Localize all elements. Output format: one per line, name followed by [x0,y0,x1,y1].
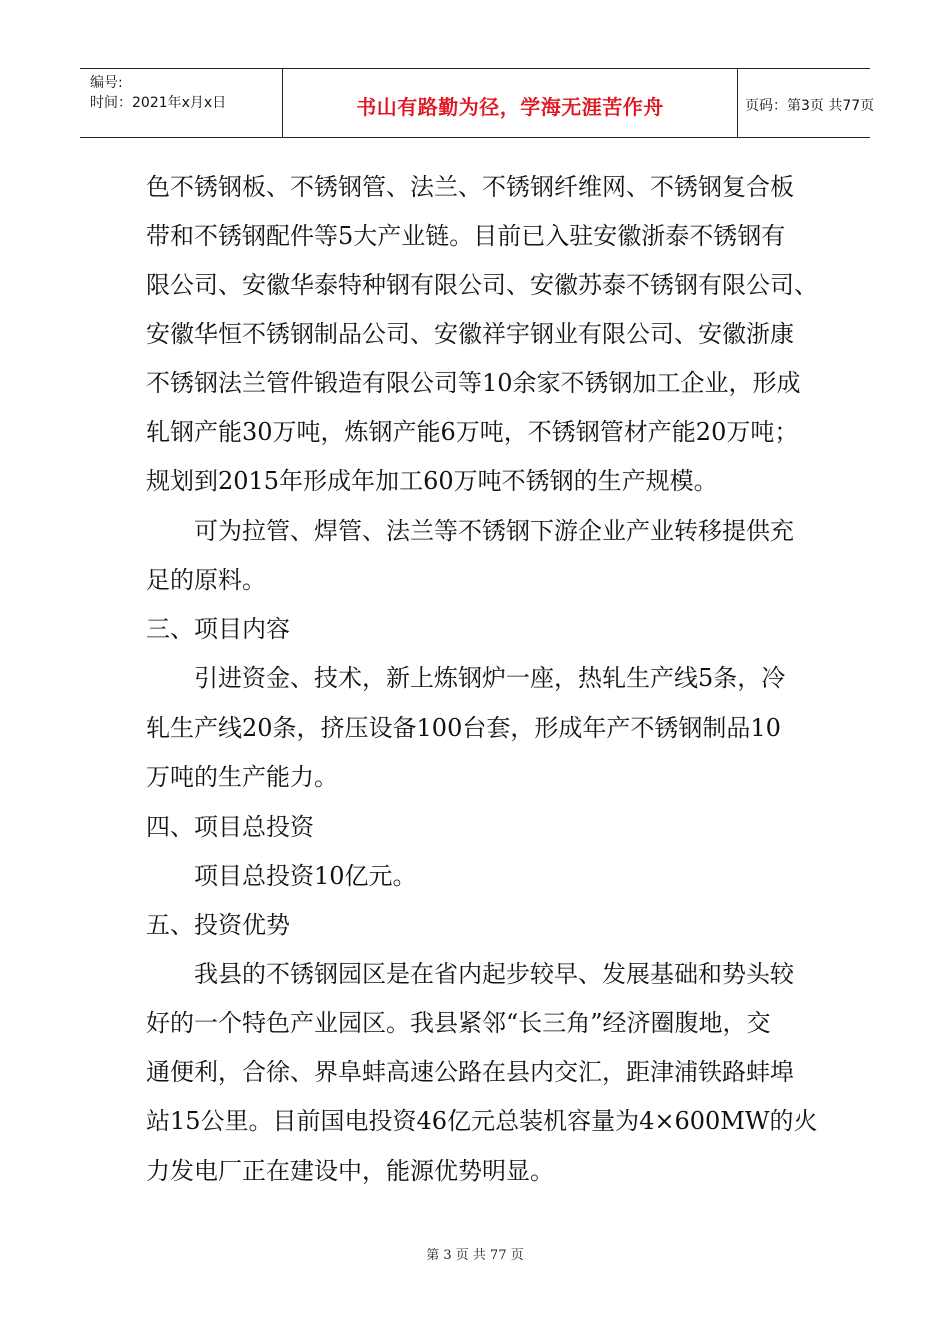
header-motto-cell [282,69,738,137]
header-page-cell [737,69,875,137]
paragraph-line: 可为拉管、焊管、法兰等不锈钢下游企业产业转移提供充 [194,517,794,545]
paragraph-line: 足的原料。 [146,566,266,594]
paragraph-line: 站15公里。目前国电投资46亿元总装机容量为4×600MW的火 [146,1107,818,1135]
section-heading: 五、投资优势 [146,911,290,939]
header-info-cell [80,69,282,137]
paragraph-line: 限公司、安徽华泰特种钢有限公司、安徽苏泰不锈钢有限公司、 [146,271,818,299]
paragraph-line: 引进资金、技术，新上炼钢炉一座，热轧生产线5条，冷 [194,664,786,692]
paragraph-line: 项目总投资10亿元。 [194,862,417,890]
paragraph-line: 规划到2015年形成年加工60万吨不锈钢的生产规模。 [146,467,718,495]
header-table [80,68,875,138]
section-heading: 四、项目总投资 [146,813,314,841]
section-heading: 三、项目内容 [146,615,290,643]
document-number-label: 编号: [90,75,123,91]
page-number-label: 页码：第3页 共77页 [745,98,875,114]
motto-text: 书山有路勤为径，学海无涯苦作舟 [356,95,664,119]
paragraph-line: 轧生产线20条，挤压设备100台套，形成年产不锈钢制品10 [146,714,781,742]
page-footer: 第 3 页 共 77 页 [426,1248,524,1263]
document-date-label: 时间：2021年x月x日 [90,95,227,111]
paragraph-line: 力发电厂正在建设中，能源优势明显。 [146,1157,554,1185]
paragraph-line: 不锈钢法兰管件锻造有限公司等10余家不锈钢加工企业，形成 [146,369,801,397]
paragraph-line: 色不锈钢板、不锈钢管、法兰、不锈钢纤维网、不锈钢复合板 [146,173,794,201]
paragraph-line: 好的一个特色产业园区。我县紧邻“长三角”经济圈腹地，交 [146,1009,771,1037]
paragraph-line: 安徽华恒不锈钢制品公司、安徽祥宇钢业有限公司、安徽浙康 [146,320,794,348]
paragraph-line: 我县的不锈钢园区是在省内起步较早、发展基础和势头较 [194,960,794,988]
paragraph-line: 通便利，合徐、界阜蚌高速公路在县内交汇，距津浦铁路蚌埠 [146,1058,794,1086]
paragraph-line: 带和不锈钢配件等5大产业链。目前已入驻安徽浙泰不锈钢有 [146,222,786,250]
paragraph-line: 万吨的生产能力。 [146,763,338,791]
paragraph-line: 轧钢产能30万吨，炼钢产能6万吨，不锈钢管材产能20万吨； [146,418,799,446]
